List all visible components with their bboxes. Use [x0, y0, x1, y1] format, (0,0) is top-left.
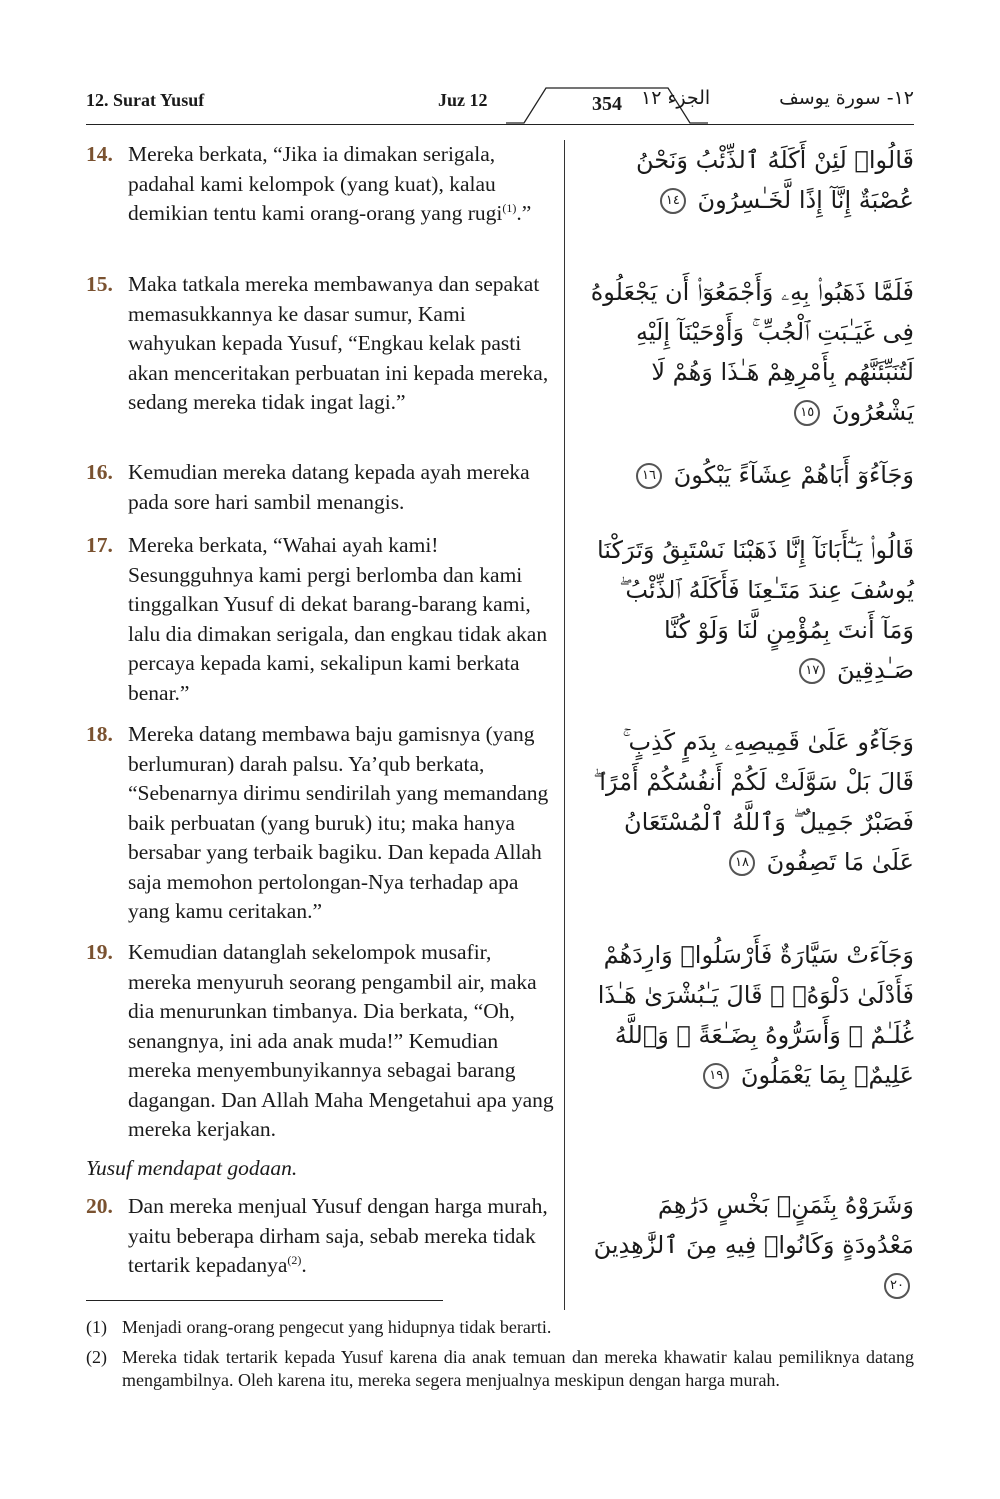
verse-number: 19.	[86, 940, 113, 964]
footnote-text: Menjadi orang-orang pengecut yang hidupnya tidak berarti.	[122, 1317, 552, 1337]
ayah-marker: ١٩	[703, 1063, 729, 1089]
verse-tail: .	[301, 1253, 307, 1277]
arabic-text: قَالُوا۟ لَئِنْ أَكَلَهُ ٱلذِّئْبُ وَنَحْنُ عُصْبَةٌ إِنَّآ إِذًا لَّخَـٰسِرُونَ	[635, 146, 914, 214]
column-divider	[564, 140, 565, 1310]
ayah-marker: ١٦	[636, 463, 662, 489]
arabic-text: وَجَآءَتْ سَيَّارَةٌ فَأَرْسَلُوا۟ وَارِدَهُمْ فَأَدْلَىٰ دَلْوَهُۥ ۖ قَالَ يَـٰبُشْرَىٰ هَـٰذَا غُلَـٰمٌ ۚ وَأَسَرُّوهُ بِضَـٰعَةً ۚ وَٱللَّهُ عَلِيمٌۢ بِمَا يَعْمَلُونَ	[597, 941, 914, 1089]
verse-17-arabic	[590, 530, 914, 690]
section-subheading: Yusuf mendapat godaan.	[86, 1156, 298, 1180]
header-rule	[86, 124, 914, 125]
verse-text: Kemudian datanglah sekelompok musafir, mereka menyuruh seorang pengambil air, maka dia menurunkan timbanya. Dia berkata, “Oh, senangnya, ini ada anak muda!” Kemudian mereka menyembunyikannya sebagai barang dagangan. Dan Allah Maha Mengetahui apa yang mereka kerjakan.	[128, 940, 554, 1141]
juz-label-latin: Juz 12	[438, 90, 488, 110]
juz-label-arabic: الجزء ١٢	[641, 87, 711, 109]
verse-body: Dan mereka menjual Yusuf dengan harga murah, yaitu beberapa dirham saja, sebab mereka tidak tertarik kepadanya	[128, 1194, 548, 1277]
verse-14-translation	[86, 140, 556, 229]
arabic-text: وَجَآءُوٓ أَبَاهُمْ عِشَآءً يَبْكُونَ	[673, 461, 914, 489]
verse-19-arabic	[590, 935, 914, 1095]
ayah-marker: ١٨	[729, 850, 755, 876]
verse-tail: .”	[516, 201, 532, 225]
verse-body: Mereka berkata, “Jika ia dimakan serigala, padahal kami kelompok (yang kuat), kalau demikian tentu kami orang-orang yang rugi	[128, 142, 503, 225]
verse-number: 16.	[86, 460, 113, 484]
verse-text: Mereka datang membawa baju gamisnya (yang berlumuran) darah palsu. Ya’qub berkata, “Sebenarnya dirimu sendirilah yang memandang baik perbuatan (yang buruk) itu; maka hanya bersabar yang terbaik bagiku. Dan kepada Allah saja memohon pertolongan-Nya terhadap apa yang kamu ceritakan.”	[128, 722, 549, 923]
footnote-2	[86, 1346, 914, 1392]
verse-text	[128, 1192, 556, 1281]
verse-text: Kemudian mereka datang kepada ayah mereka pada sore hari sambil menangis.	[128, 460, 530, 514]
footnote-number: (2)	[86, 1347, 107, 1367]
footnote-1	[86, 1316, 914, 1339]
footnote-text: Mereka tidak tertarik kepada Yusuf karena dia anak temuan dan mereka khawatir kalau pemiliknya datang mengambilnya. Oleh karena itu, mereka segera menjualnya meskipun dengan harga murah.	[122, 1347, 914, 1390]
verse-text: Mereka berkata, “Wahai ayah kami! Sesungguhnya kami pergi berlomba dan kami tinggalkan Yusuf di dekat barang-barang kami, lalu dia dimakan serigala, dan engkau tidak akan percaya kepada kami, sekalipun kami berkata benar.”	[128, 533, 548, 705]
footnote-ref: (1)	[502, 200, 517, 215]
verse-16-arabic	[590, 455, 914, 495]
surah-title-latin: 12. Surat Yusuf	[86, 90, 205, 110]
verse-15-arabic	[590, 272, 914, 432]
ayah-marker: ٢٠	[884, 1273, 910, 1299]
footnote-ref: (2)	[287, 1252, 302, 1267]
verse-20-arabic	[590, 1185, 914, 1305]
verse-text: Maka tatkala mereka membawanya dan sepakat memasukkannya ke dasar sumur, Kami wahyukan kepada Yusuf, “Engkau kelak pasti akan menceritakan perbuatan ini kepada mereka, sedang mereka tidak ingat lagi.”	[128, 272, 549, 414]
footnote-number: (1)	[86, 1317, 107, 1337]
arabic-text: وَجَآءُو عَلَىٰ قَمِيصِهِۦ بِدَمٍ كَذِبٍ ۚ قَالَ بَلْ سَوَّلَتْ لَكُمْ أَنفُسُكُمْ أَمْرًا ۖ فَصَبْرٌ جَمِيلٌ ۖ وَٱللَّهُ ٱلْمُسْتَعَانُ عَلَىٰ مَا تَصِفُونَ	[593, 728, 914, 876]
arabic-text: وَشَرَوْهُ بِثَمَنٍۭ بَخْسٍ دَرَٰهِمَ مَعْدُودَةٍ وَكَانُوا۟ فِيهِ مِنَ ٱلزَّٰهِدِينَ	[593, 1191, 914, 1259]
surah-title-arabic: ١٢- سورة يوسف	[779, 87, 914, 109]
arabic-text: فَلَمَّا ذَهَبُوا۟ بِهِۦ وَأَجْمَعُوٓا۟ أَن يَجْعَلُوهُ فِى غَيَـٰبَتِ ٱلْجُبِّ ۚ وَأَوْحَيْنَآ إِلَيْهِ لَتُنَبِّئَنَّهُم بِأَمْرِهِمْ هَـٰذَا وَهُمْ لَا يَشْعُرُونَ	[590, 278, 914, 426]
ayah-marker: ١٧	[799, 658, 825, 684]
page-number: 354	[592, 93, 622, 115]
page-header	[86, 84, 914, 124]
verse-number: 14.	[86, 142, 113, 166]
footnote-rule	[86, 1300, 443, 1301]
verse-17-translation	[86, 531, 556, 708]
arabic-text: قَالُوا۟ يَـٰٓأَبَانَآ إِنَّا ذَهَبْنَا نَسْتَبِقُ وَتَرَكْنَا يُوسُفَ عِندَ مَتَـٰعِنَا فَأَكَلَهُ ٱلذِّئْبُ ۖ وَمَآ أَنتَ بِمُؤْمِنٍ لَّنَا وَلَوْ كُنَّا صَـٰدِقِينَ	[596, 536, 914, 684]
verse-text	[128, 140, 556, 229]
verse-14-arabic	[590, 140, 914, 220]
verse-number: 20.	[86, 1194, 113, 1218]
verse-19-translation	[86, 938, 556, 1145]
verse-number: 15.	[86, 272, 113, 296]
ayah-marker: ١٥	[794, 400, 820, 426]
verse-18-translation	[86, 720, 556, 927]
verse-18-arabic	[590, 722, 914, 882]
verse-number: 18.	[86, 722, 113, 746]
ayah-marker: ١٤	[660, 188, 686, 214]
verse-20-translation	[86, 1192, 556, 1281]
verse-number: 17.	[86, 533, 113, 557]
verse-15-translation	[86, 270, 556, 418]
verse-16-translation	[86, 458, 556, 517]
